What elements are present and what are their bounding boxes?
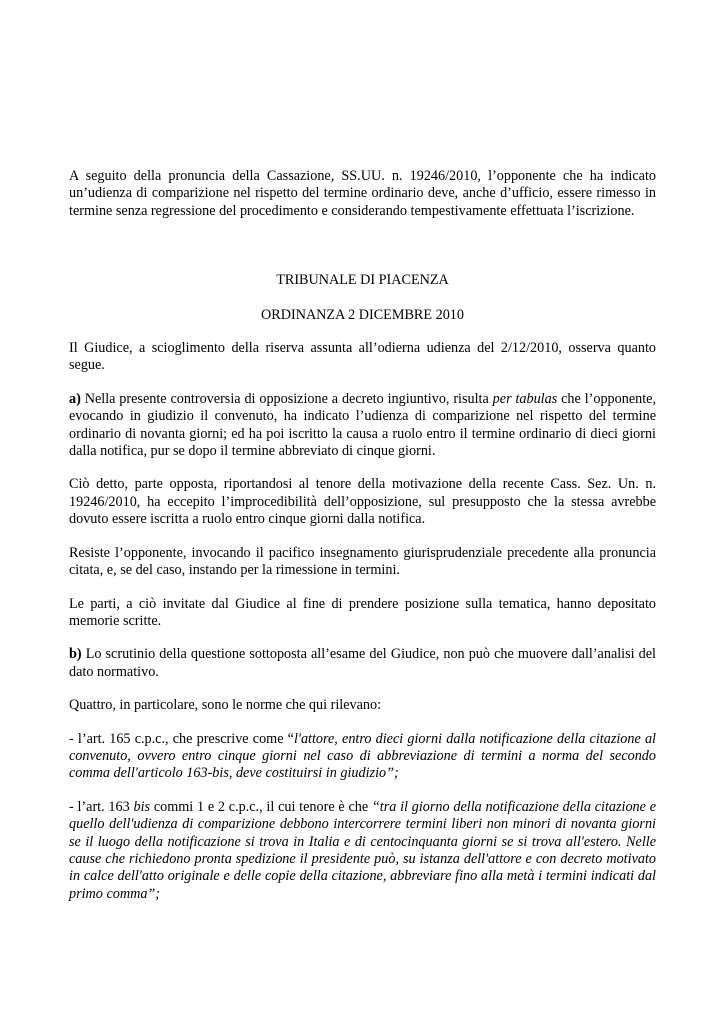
intro-paragraph: A seguito della pronuncia della Cassazione, SS.UU. n. 19246/2010, l’opponente che ha indicato un’udienza di comparizione nel rispetto del termine ordinario deve, anche d’ufficio, essere rimesso in termine senza regressione del procedimento e considerando tempestivamente effettuata l’iscrizione. — [69, 168, 656, 219]
paragraph-b — [69, 646, 656, 681]
order-title: ORDINANZA 2 DICEMBRE 2010 — [261, 306, 464, 323]
list-item-art-165 — [69, 731, 656, 783]
paragraph-a — [69, 391, 656, 461]
paragraph-b-text: Lo scrutinio della questione sottoposta all’esame del Giudice, non può che muovere dall’analisi del dato normativo. — [69, 646, 656, 680]
paragraph-opposta: Ciò detto, parte opposta, riportandosi al tenore della motivazione della recente Cass. Sez. Un. n. 19246/2010, ha eccepito l’improcedibilità dell’opposizione, sul presupposto che la stessa avrebbe dovuto essere iscritta a ruolo entro cinque giorni dalla notifica. — [69, 476, 656, 528]
paragraph-a-text-2: che l’opponente, evocando in giudizio il convenuto, ha indicato l’udienza di comparizione nel rispetto del termine ordinario di novanta giorni; ed ha poi iscritto la causa a ruolo entro il termine ordinario di dieci giorni dalla notifica, pur se dopo il termine abbreviato di cinque giorni. — [69, 390, 656, 460]
art-165-lead: - l’art. 165 c.p.c., che prescrive come “ — [69, 730, 294, 747]
section-marker-a: a) — [69, 390, 81, 407]
paragraph-a-text-1: Nella presente controversia di opposizione a decreto ingiuntivo, risulta — [80, 390, 493, 407]
list-item-art-163-bis — [69, 799, 656, 903]
paragraph-a-italic: per tabulas — [492, 390, 558, 407]
document-page — [69, 168, 656, 919]
art-163-bis-italic: bis — [133, 798, 151, 815]
paragraph-parti: Le parti, a ciò invitate dal Giudice al fine di prendere posizione sulla tematica, hanno depositato memorie scritte. — [69, 595, 656, 629]
art-165-quote: l'attore, entro dieci giorni dalla notificazione della citazione al convenuto, ovvero entro cinque giorni nel caso di abbreviazione di termini a norma del secondo comma dell'articolo 163-bis, deve costituirsi in giudizio”; — [69, 730, 656, 782]
art-163-quote: “tra il giorno della notificazione della citazione e quello dell'udienza di comparizione debbono intercorrere termini liberi non minori di novanta giorni se il luogo della notificazione si trova in Italia e di centocinquanta giorni se si trova all'estero. Nelle cause che richiedono pronta spedizione il presidente può, su istanza dell'attore e con decreto motivato in calce dell'atto originale e delle copie della citazione, abbreviare fino alla metà i termini indicati dal primo comma”; — [69, 798, 656, 902]
paragraph-resiste: Resiste l’opponente, invocando il pacifico insegnamento giurisprudenziale precedente alla pronuncia citata, e, se del caso, instando per la rimessione in termini. — [69, 544, 656, 579]
section-marker-b: b) — [69, 646, 82, 663]
art-163-mid: commi 1 e 2 c.p.c., il cui tenore è che — [150, 798, 372, 815]
paragraph-riserva: Il Giudice, a scioglimento della riserva assunta all’odierna udienza del 2/12/2010, osserva quanto segue. — [69, 340, 656, 374]
paragraph-norme: Quattro, in particolare, sono le norme che qui rilevano: — [69, 697, 382, 714]
court-heading: TRIBUNALE DI PIACENZA — [276, 272, 449, 289]
art-163-lead: - l’art. 163 — [69, 798, 134, 815]
